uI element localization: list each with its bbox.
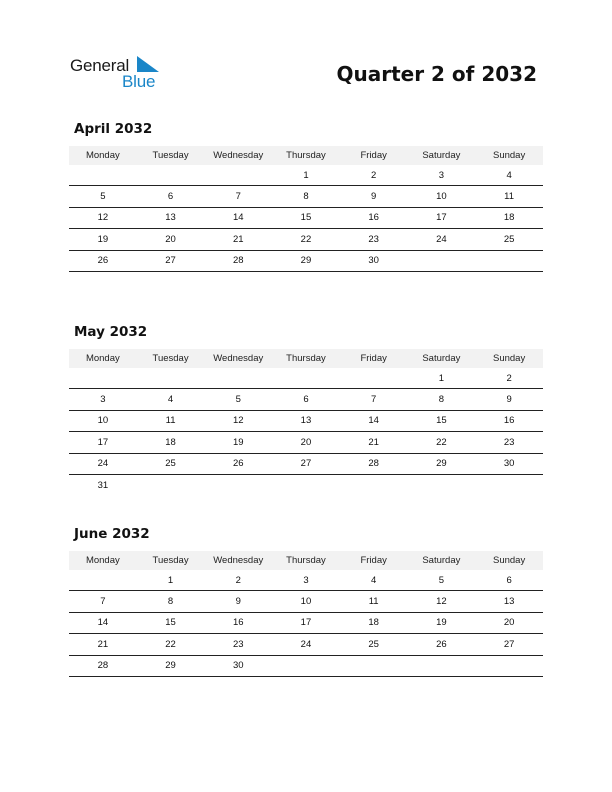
day-cell	[475, 655, 543, 676]
day-cell: 6	[137, 186, 205, 207]
week-row	[69, 368, 543, 389]
weekday-header-row	[69, 146, 543, 165]
day-cell: 18	[137, 432, 205, 453]
day-cell: 3	[408, 165, 476, 186]
week-row	[69, 410, 543, 431]
day-cell: 9	[204, 591, 272, 612]
day-cell: 14	[69, 612, 137, 633]
month-april	[69, 121, 543, 272]
day-cell: 18	[340, 612, 408, 633]
weekday-header: Friday	[340, 551, 408, 570]
day-cell: 9	[340, 186, 408, 207]
day-cell: 20	[272, 432, 340, 453]
day-cell: 3	[69, 389, 137, 410]
weekday-header-row	[69, 551, 543, 570]
logo	[70, 56, 170, 96]
week-row	[69, 474, 543, 495]
week-row	[69, 207, 543, 228]
month-title: April 2032	[74, 121, 153, 137]
day-cell: 3	[272, 570, 340, 591]
logo-triangle-icon	[137, 56, 159, 72]
day-cell: 5	[408, 570, 476, 591]
day-cell: 21	[69, 634, 137, 655]
day-cell: 18	[475, 207, 543, 228]
calendar-body	[69, 368, 543, 495]
day-cell	[408, 655, 476, 676]
day-cell: 29	[137, 655, 205, 676]
day-cell: 4	[340, 570, 408, 591]
weekday-header: Thursday	[272, 551, 340, 570]
day-cell	[137, 474, 205, 495]
day-cell: 27	[475, 634, 543, 655]
day-cell: 8	[137, 591, 205, 612]
day-cell	[204, 368, 272, 389]
day-cell	[408, 474, 476, 495]
weekday-header: Monday	[69, 349, 137, 368]
day-cell: 27	[137, 250, 205, 271]
day-cell: 10	[69, 410, 137, 431]
day-cell: 27	[272, 453, 340, 474]
day-cell	[69, 570, 137, 591]
weekday-header: Wednesday	[204, 146, 272, 165]
day-cell: 23	[475, 432, 543, 453]
day-cell: 19	[408, 612, 476, 633]
week-row	[69, 453, 543, 474]
day-cell: 12	[69, 207, 137, 228]
day-cell: 19	[69, 229, 137, 250]
weekday-header: Monday	[69, 146, 137, 165]
day-cell: 7	[340, 389, 408, 410]
day-cell: 25	[137, 453, 205, 474]
day-cell: 19	[204, 432, 272, 453]
day-cell: 28	[340, 453, 408, 474]
weekday-header: Thursday	[272, 146, 340, 165]
day-cell: 8	[408, 389, 476, 410]
day-cell: 23	[340, 229, 408, 250]
day-cell: 14	[340, 410, 408, 431]
week-row	[69, 229, 543, 250]
day-cell	[340, 368, 408, 389]
day-cell: 13	[475, 591, 543, 612]
day-cell: 4	[137, 389, 205, 410]
day-cell	[475, 474, 543, 495]
weekday-header: Wednesday	[204, 551, 272, 570]
day-cell: 30	[340, 250, 408, 271]
day-cell	[69, 368, 137, 389]
day-cell: 22	[137, 634, 205, 655]
day-cell: 15	[408, 410, 476, 431]
day-cell	[272, 474, 340, 495]
calendar-table	[69, 146, 543, 272]
day-cell	[272, 655, 340, 676]
day-cell: 16	[204, 612, 272, 633]
week-row	[69, 432, 543, 453]
week-row	[69, 186, 543, 207]
day-cell: 1	[408, 368, 476, 389]
day-cell: 7	[69, 591, 137, 612]
day-cell: 4	[475, 165, 543, 186]
weekday-header: Saturday	[408, 349, 476, 368]
day-cell	[340, 655, 408, 676]
day-cell: 13	[137, 207, 205, 228]
weekday-header: Saturday	[408, 146, 476, 165]
month-may	[69, 324, 543, 495]
calendar-table	[69, 349, 543, 495]
day-cell: 10	[272, 591, 340, 612]
weekday-header: Tuesday	[137, 349, 205, 368]
weekday-header: Sunday	[475, 349, 543, 368]
day-cell: 5	[204, 389, 272, 410]
day-cell: 11	[475, 186, 543, 207]
day-cell: 15	[272, 207, 340, 228]
calendar-body	[69, 165, 543, 271]
day-cell	[272, 368, 340, 389]
day-cell: 6	[272, 389, 340, 410]
weekday-header: Sunday	[475, 551, 543, 570]
weekday-header-row	[69, 349, 543, 368]
week-row	[69, 655, 543, 676]
day-cell: 28	[204, 250, 272, 271]
calendar-table	[69, 551, 543, 677]
day-cell: 21	[340, 432, 408, 453]
day-cell	[408, 250, 476, 271]
day-cell: 20	[475, 612, 543, 633]
day-cell: 9	[475, 389, 543, 410]
day-cell: 2	[340, 165, 408, 186]
month-june	[69, 526, 543, 677]
day-cell: 16	[475, 410, 543, 431]
day-cell	[137, 165, 205, 186]
week-row	[69, 591, 543, 612]
day-cell	[475, 250, 543, 271]
week-row	[69, 250, 543, 271]
weekday-header: Friday	[340, 349, 408, 368]
day-cell: 24	[69, 453, 137, 474]
day-cell: 17	[69, 432, 137, 453]
day-cell: 17	[272, 612, 340, 633]
day-cell: 26	[408, 634, 476, 655]
day-cell: 29	[272, 250, 340, 271]
day-cell: 26	[204, 453, 272, 474]
day-cell: 15	[137, 612, 205, 633]
day-cell	[340, 474, 408, 495]
day-cell: 25	[475, 229, 543, 250]
day-cell	[69, 165, 137, 186]
day-cell	[204, 165, 272, 186]
calendar-body	[69, 570, 543, 676]
week-row	[69, 570, 543, 591]
day-cell: 29	[408, 453, 476, 474]
day-cell: 10	[408, 186, 476, 207]
day-cell: 16	[340, 207, 408, 228]
week-row	[69, 165, 543, 186]
day-cell: 26	[69, 250, 137, 271]
day-cell: 28	[69, 655, 137, 676]
day-cell: 7	[204, 186, 272, 207]
day-cell: 8	[272, 186, 340, 207]
day-cell: 12	[408, 591, 476, 612]
logo-general-text: General	[70, 56, 130, 75]
day-cell	[204, 474, 272, 495]
day-cell: 12	[204, 410, 272, 431]
weekday-header: Thursday	[272, 349, 340, 368]
weekday-header: Tuesday	[137, 551, 205, 570]
day-cell: 30	[475, 453, 543, 474]
day-cell: 31	[97, 479, 109, 491]
day-cell: 22	[408, 432, 476, 453]
day-cell: 30	[204, 655, 272, 676]
day-cell: 6	[475, 570, 543, 591]
month-title: May 2032	[74, 324, 148, 340]
day-cell: 11	[137, 410, 205, 431]
weekday-header: Friday	[340, 146, 408, 165]
weekday-header: Wednesday	[204, 349, 272, 368]
week-row	[69, 634, 543, 655]
day-cell: 22	[272, 229, 340, 250]
day-cell: 2	[204, 570, 272, 591]
day-cell	[137, 368, 205, 389]
weekday-header: Sunday	[475, 146, 543, 165]
week-row	[69, 389, 543, 410]
weekday-header: Tuesday	[137, 146, 205, 165]
day-cell: 24	[408, 229, 476, 250]
day-cell: 20	[137, 229, 205, 250]
day-cell: 21	[204, 229, 272, 250]
logo-blue-text: Blue	[122, 72, 156, 91]
week-row	[69, 612, 543, 633]
day-cell: 5	[69, 186, 137, 207]
day-cell: 17	[408, 207, 476, 228]
weekday-header: Monday	[69, 551, 137, 570]
month-title: June 2032	[74, 526, 150, 542]
weekday-header: Saturday	[408, 551, 476, 570]
day-cell: 25	[340, 634, 408, 655]
day-cell: 13	[272, 410, 340, 431]
day-cell: 24	[272, 634, 340, 655]
day-cell: 1	[137, 570, 205, 591]
day-cell: 14	[204, 207, 272, 228]
page-title: Quarter 2 of 2032	[336, 62, 537, 86]
day-cell: 23	[204, 634, 272, 655]
day-cell: 2	[475, 368, 543, 389]
day-cell: 11	[340, 591, 408, 612]
day-cell: 1	[272, 165, 340, 186]
